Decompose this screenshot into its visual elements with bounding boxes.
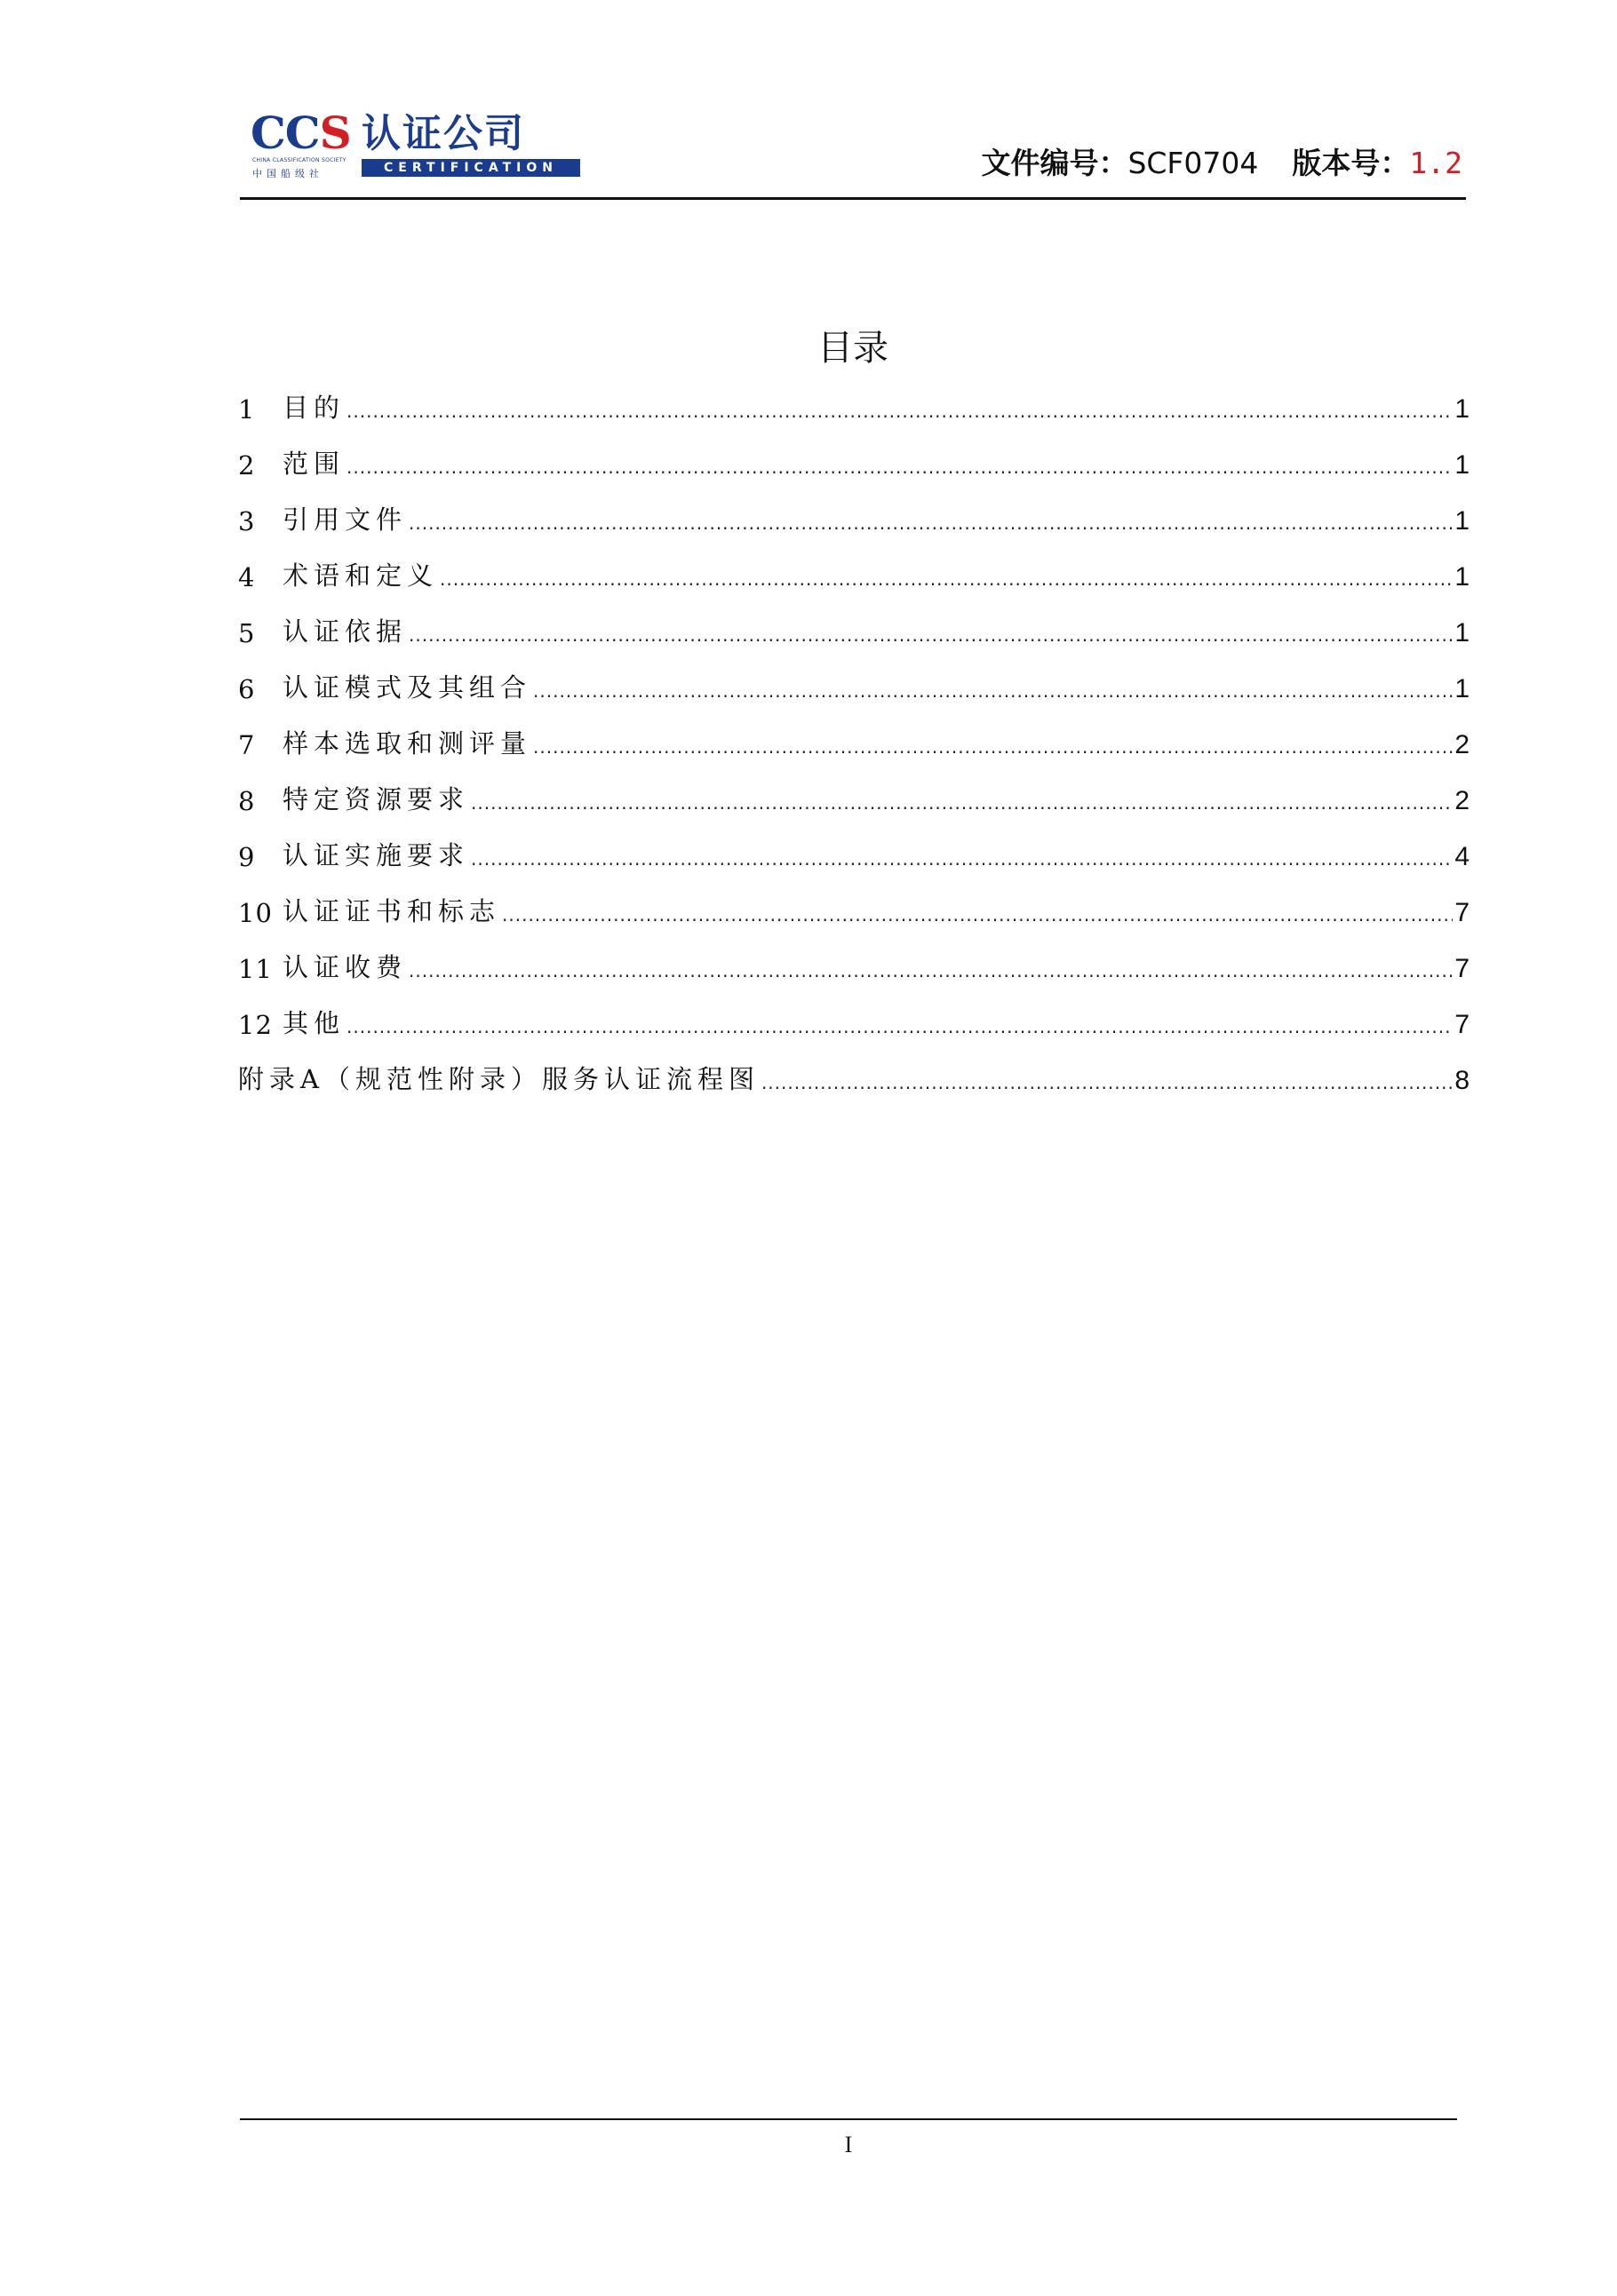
toc-entry-page: 4	[1454, 842, 1470, 871]
toc-entry-number: 3	[238, 506, 256, 536]
toc-entry-label: 认证实施要求	[283, 840, 470, 870]
toc-entry-number: 8	[238, 786, 256, 816]
toc-title: 目录	[817, 328, 888, 369]
toc-entry-page: 2	[1454, 786, 1470, 815]
toc-dot-leader	[346, 398, 1453, 425]
toc-entry-page: 2	[1454, 730, 1470, 759]
toc-entry-label: 目的	[283, 393, 346, 423]
doc-number: SCF0704	[1127, 146, 1259, 180]
toc-dot-leader	[533, 678, 1453, 704]
toc-entry[interactable]	[238, 648, 1470, 704]
toc-entry[interactable]	[238, 928, 1470, 984]
document-info	[981, 140, 1462, 182]
version-label: 版本号：	[1292, 146, 1410, 180]
toc-entry-label: 认证证书和标志	[283, 896, 501, 926]
toc-entry-page: 8	[1454, 1066, 1470, 1095]
toc-dot-leader	[502, 902, 1453, 928]
toc-entry-number: 4	[238, 562, 256, 592]
toc-entry-page: 1	[1454, 394, 1470, 424]
toc-dot-leader	[471, 790, 1453, 816]
toc-entry[interactable]	[238, 425, 1470, 481]
toc-entry-label: 附录A（规范性附录）服务认证流程图	[238, 1064, 760, 1094]
toc-dot-leader	[409, 510, 1453, 536]
toc-entry[interactable]	[238, 481, 1470, 536]
toc-entry-page: 1	[1454, 506, 1470, 536]
toc-dot-leader	[409, 622, 1453, 648]
toc-entry-number: 9	[238, 842, 256, 872]
toc-dot-leader	[409, 957, 1453, 984]
toc-entry[interactable]	[238, 369, 1470, 425]
page-number: I	[844, 2132, 853, 2157]
toc-entry-label: 术语和定义	[283, 560, 439, 591]
logo-society-text: CHINA CLASSIFICATION SOCIETY	[252, 157, 346, 163]
toc-entry-page: 7	[1454, 1010, 1470, 1039]
toc-entry[interactable]	[238, 872, 1470, 928]
toc-entry-page: 1	[1454, 562, 1470, 592]
toc-entry-label: 范围	[283, 449, 346, 479]
logo-ccs-mark: CCS	[251, 107, 351, 159]
logo-cert-cn: 认证公司	[362, 111, 525, 156]
toc-entry-label: 特定资源要求	[283, 784, 470, 814]
toc-entry-page: 1	[1454, 618, 1470, 647]
toc-entry[interactable]	[238, 984, 1470, 1040]
toc-entry[interactable]	[238, 704, 1470, 760]
logo-cert-en: CERTIFICATION	[362, 159, 580, 177]
toc-entry-label: 认证收费	[283, 952, 408, 982]
toc-entry-label: 引用文件	[283, 504, 408, 535]
toc-entry[interactable]	[238, 1040, 1470, 1096]
toc-entry-number: 11	[238, 954, 273, 984]
toc-dot-leader	[471, 846, 1453, 872]
company-logo	[251, 107, 584, 180]
header-divider	[240, 197, 1466, 200]
doc-number-label: 文件编号：	[981, 146, 1128, 180]
version-number: 1.2	[1409, 146, 1462, 180]
toc-dot-leader	[533, 734, 1453, 760]
table-of-contents	[238, 369, 1470, 1096]
footer-divider	[240, 2118, 1457, 2120]
toc-entry-number: 12	[238, 1010, 273, 1040]
toc-dot-leader	[761, 1069, 1453, 1096]
toc-entry-number: 6	[238, 674, 256, 704]
toc-entry-number: 7	[238, 730, 256, 760]
toc-entry-label: 认证模式及其组合	[283, 672, 532, 703]
toc-entry[interactable]	[238, 536, 1470, 592]
toc-dot-leader	[440, 566, 1453, 592]
logo-cn-small: 中国船级社	[252, 168, 323, 179]
toc-dot-leader	[346, 454, 1453, 481]
toc-entry[interactable]	[238, 760, 1470, 816]
toc-entry[interactable]	[238, 816, 1470, 872]
toc-entry-page: 7	[1454, 954, 1470, 983]
toc-entry[interactable]	[238, 592, 1470, 648]
toc-entry-number: 1	[238, 394, 256, 425]
toc-entry-label: 其他	[283, 1008, 346, 1038]
toc-entry-label: 样本选取和测评量	[283, 728, 532, 759]
toc-entry-page: 1	[1454, 674, 1470, 703]
toc-entry-label: 认证依据	[283, 616, 408, 647]
toc-entry-number: 5	[238, 618, 256, 648]
toc-dot-leader	[346, 1013, 1453, 1040]
toc-entry-page: 7	[1454, 898, 1470, 927]
toc-entry-page: 1	[1454, 450, 1470, 480]
toc-entry-number: 2	[238, 450, 256, 481]
toc-entry-number: 10	[238, 898, 273, 928]
